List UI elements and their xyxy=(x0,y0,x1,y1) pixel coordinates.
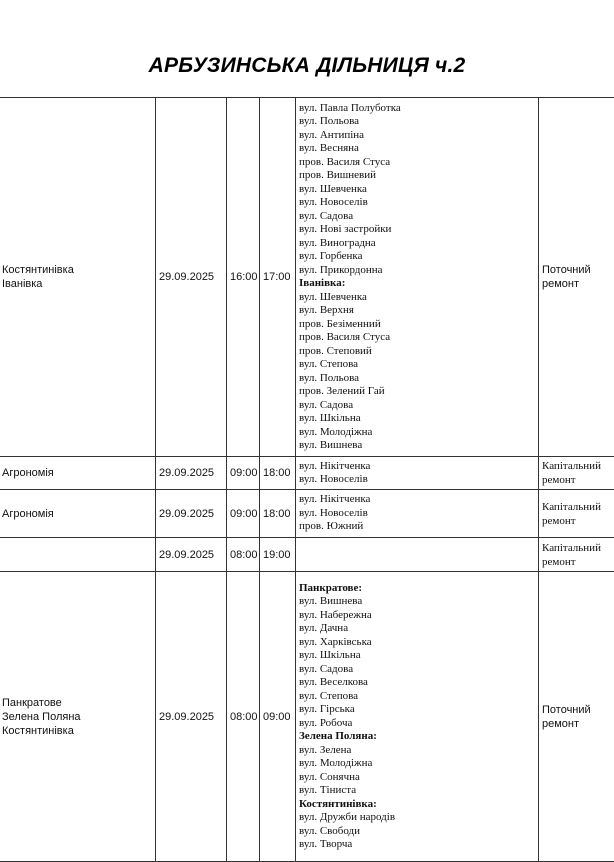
work-type-text: Поточний xyxy=(542,703,614,717)
street-name: вул. Садова xyxy=(299,210,538,224)
street-name: вул. Шевченка xyxy=(299,183,538,197)
work-type-cell xyxy=(539,98,614,457)
streets-cell xyxy=(296,490,539,538)
street-name: вул. Новоселів xyxy=(299,473,538,487)
street-name: вул. Садова xyxy=(299,399,538,413)
street-name: пров. Безіменний xyxy=(299,318,538,332)
street-name: вул. Вишнева xyxy=(299,439,538,453)
end-time-cell: 17:00 xyxy=(260,98,296,457)
location-name: Костянтинівка xyxy=(2,263,155,277)
street-name: вул. Зелена xyxy=(299,744,538,758)
date-cell: 29.09.2025 xyxy=(156,457,227,490)
street-name: пров. Южний xyxy=(299,520,538,534)
work-type-text: ремонт xyxy=(542,514,614,528)
street-name: вул. Дачна xyxy=(299,622,538,636)
street-name: вул. Сонячна xyxy=(299,771,538,785)
street-name: вул. Новоселів xyxy=(299,196,538,210)
street-name: пров. Василя Стуса xyxy=(299,331,538,345)
street-name: вул. Весняна xyxy=(299,142,538,156)
table-row xyxy=(0,98,614,457)
location-name: Панкратове xyxy=(2,696,155,710)
date-cell: 29.09.2025 xyxy=(156,98,227,457)
street-name: вул. Шкільна xyxy=(299,649,538,663)
work-type-cell xyxy=(539,457,614,490)
location-name: Іванівка xyxy=(2,277,155,291)
settlement-header: Панкратове: xyxy=(299,582,538,596)
work-type-text: Капітальний xyxy=(542,459,614,473)
start-time-cell: 09:00 xyxy=(227,457,260,490)
street-name: вул. Шкільна xyxy=(299,412,538,426)
location-cell xyxy=(0,98,156,457)
streets-cell xyxy=(296,457,539,490)
end-time-cell: 09:00 xyxy=(260,572,296,862)
start-time-cell: 08:00 xyxy=(227,572,260,862)
street-name: вул. Творча xyxy=(299,838,538,852)
date-cell: 29.09.2025 xyxy=(156,538,227,572)
street-name: вул. Харківська xyxy=(299,636,538,650)
settlement-header: Зелена Поляна: xyxy=(299,730,538,744)
location-cell xyxy=(0,572,156,862)
street-name: вул. Нікітченка xyxy=(299,493,538,507)
street-name: вул. Виноградна xyxy=(299,237,538,251)
location-name: Зелена Поляна xyxy=(2,710,155,724)
street-name: вул. Антипіна xyxy=(299,129,538,143)
street-name: вул. Тіниста xyxy=(299,784,538,798)
street-name: вул. Садова xyxy=(299,663,538,677)
streets-cell xyxy=(296,572,539,862)
streets-cell xyxy=(296,538,539,572)
work-type-text: ремонт xyxy=(542,277,614,291)
end-time-cell: 18:00 xyxy=(260,457,296,490)
work-type-text: ремонт xyxy=(542,555,614,569)
schedule-body xyxy=(0,98,614,862)
location-cell xyxy=(0,457,156,490)
street-name: вул. Свободи xyxy=(299,825,538,839)
date-cell: 29.09.2025 xyxy=(156,490,227,538)
location-name: Агрономія xyxy=(2,507,155,521)
start-time-cell: 09:00 xyxy=(227,490,260,538)
street-name: вул. Шевченка xyxy=(299,291,538,305)
street-name: вул. Польова xyxy=(299,115,538,129)
street-name: вул. Робоча xyxy=(299,717,538,731)
street-name: вул. Павла Полуботка xyxy=(299,102,538,116)
work-type-text: ремонт xyxy=(542,473,614,487)
start-time-cell: 08:00 xyxy=(227,538,260,572)
table-row xyxy=(0,538,614,572)
street-name: вул. Прикордонна xyxy=(299,264,538,278)
settlement-header: Іванівка: xyxy=(299,277,538,291)
street-name: вул. Молодіжна xyxy=(299,757,538,771)
street-name: вул. Горбенка xyxy=(299,250,538,264)
street-name: вул. Степова xyxy=(299,690,538,704)
street-name: вул. Верхня xyxy=(299,304,538,318)
settlement-header: Костянтинівка: xyxy=(299,798,538,812)
street-name: вул. Польова xyxy=(299,372,538,386)
street-name: вул. Молодіжна xyxy=(299,426,538,440)
work-type-text: Поточний xyxy=(542,263,614,277)
table-row xyxy=(0,572,614,862)
work-type-cell xyxy=(539,538,614,572)
outage-schedule-table xyxy=(0,97,614,862)
streets-cell xyxy=(296,98,539,457)
street-name: вул. Дружби народів xyxy=(299,811,538,825)
work-type-text: ремонт xyxy=(542,717,614,731)
street-name: вул. Набережна xyxy=(299,609,538,623)
page-title: АРБУЗИНСЬКА ДІЛЬНИЦЯ ч.2 xyxy=(0,54,614,78)
street-name: вул. Веселкова xyxy=(299,676,538,690)
street-name: пров. Вишневий xyxy=(299,169,538,183)
location-cell xyxy=(0,538,156,572)
street-name: вул. Нікітченка xyxy=(299,460,538,474)
street-name: вул. Гірська xyxy=(299,703,538,717)
location-name: Агрономія xyxy=(2,466,155,480)
location-cell xyxy=(0,490,156,538)
work-type-text: Капітальний xyxy=(542,500,614,514)
table-row xyxy=(0,490,614,538)
start-time-cell: 16:00 xyxy=(227,98,260,457)
end-time-cell: 19:00 xyxy=(260,538,296,572)
street-name: пров. Степовий xyxy=(299,345,538,359)
work-type-cell xyxy=(539,572,614,862)
street-name: пров. Зелений Гай xyxy=(299,385,538,399)
end-time-cell: 18:00 xyxy=(260,490,296,538)
date-cell: 29.09.2025 xyxy=(156,572,227,862)
work-type-text: Капітальний xyxy=(542,541,614,555)
table-row xyxy=(0,457,614,490)
work-type-cell xyxy=(539,490,614,538)
street-name: вул. Вишнева xyxy=(299,595,538,609)
street-name: пров. Василя Стуса xyxy=(299,156,538,170)
street-name: вул. Степова xyxy=(299,358,538,372)
street-name: вул. Нові застройки xyxy=(299,223,538,237)
street-name: вул. Новоселів xyxy=(299,507,538,521)
location-name: Костянтинівка xyxy=(2,724,155,738)
